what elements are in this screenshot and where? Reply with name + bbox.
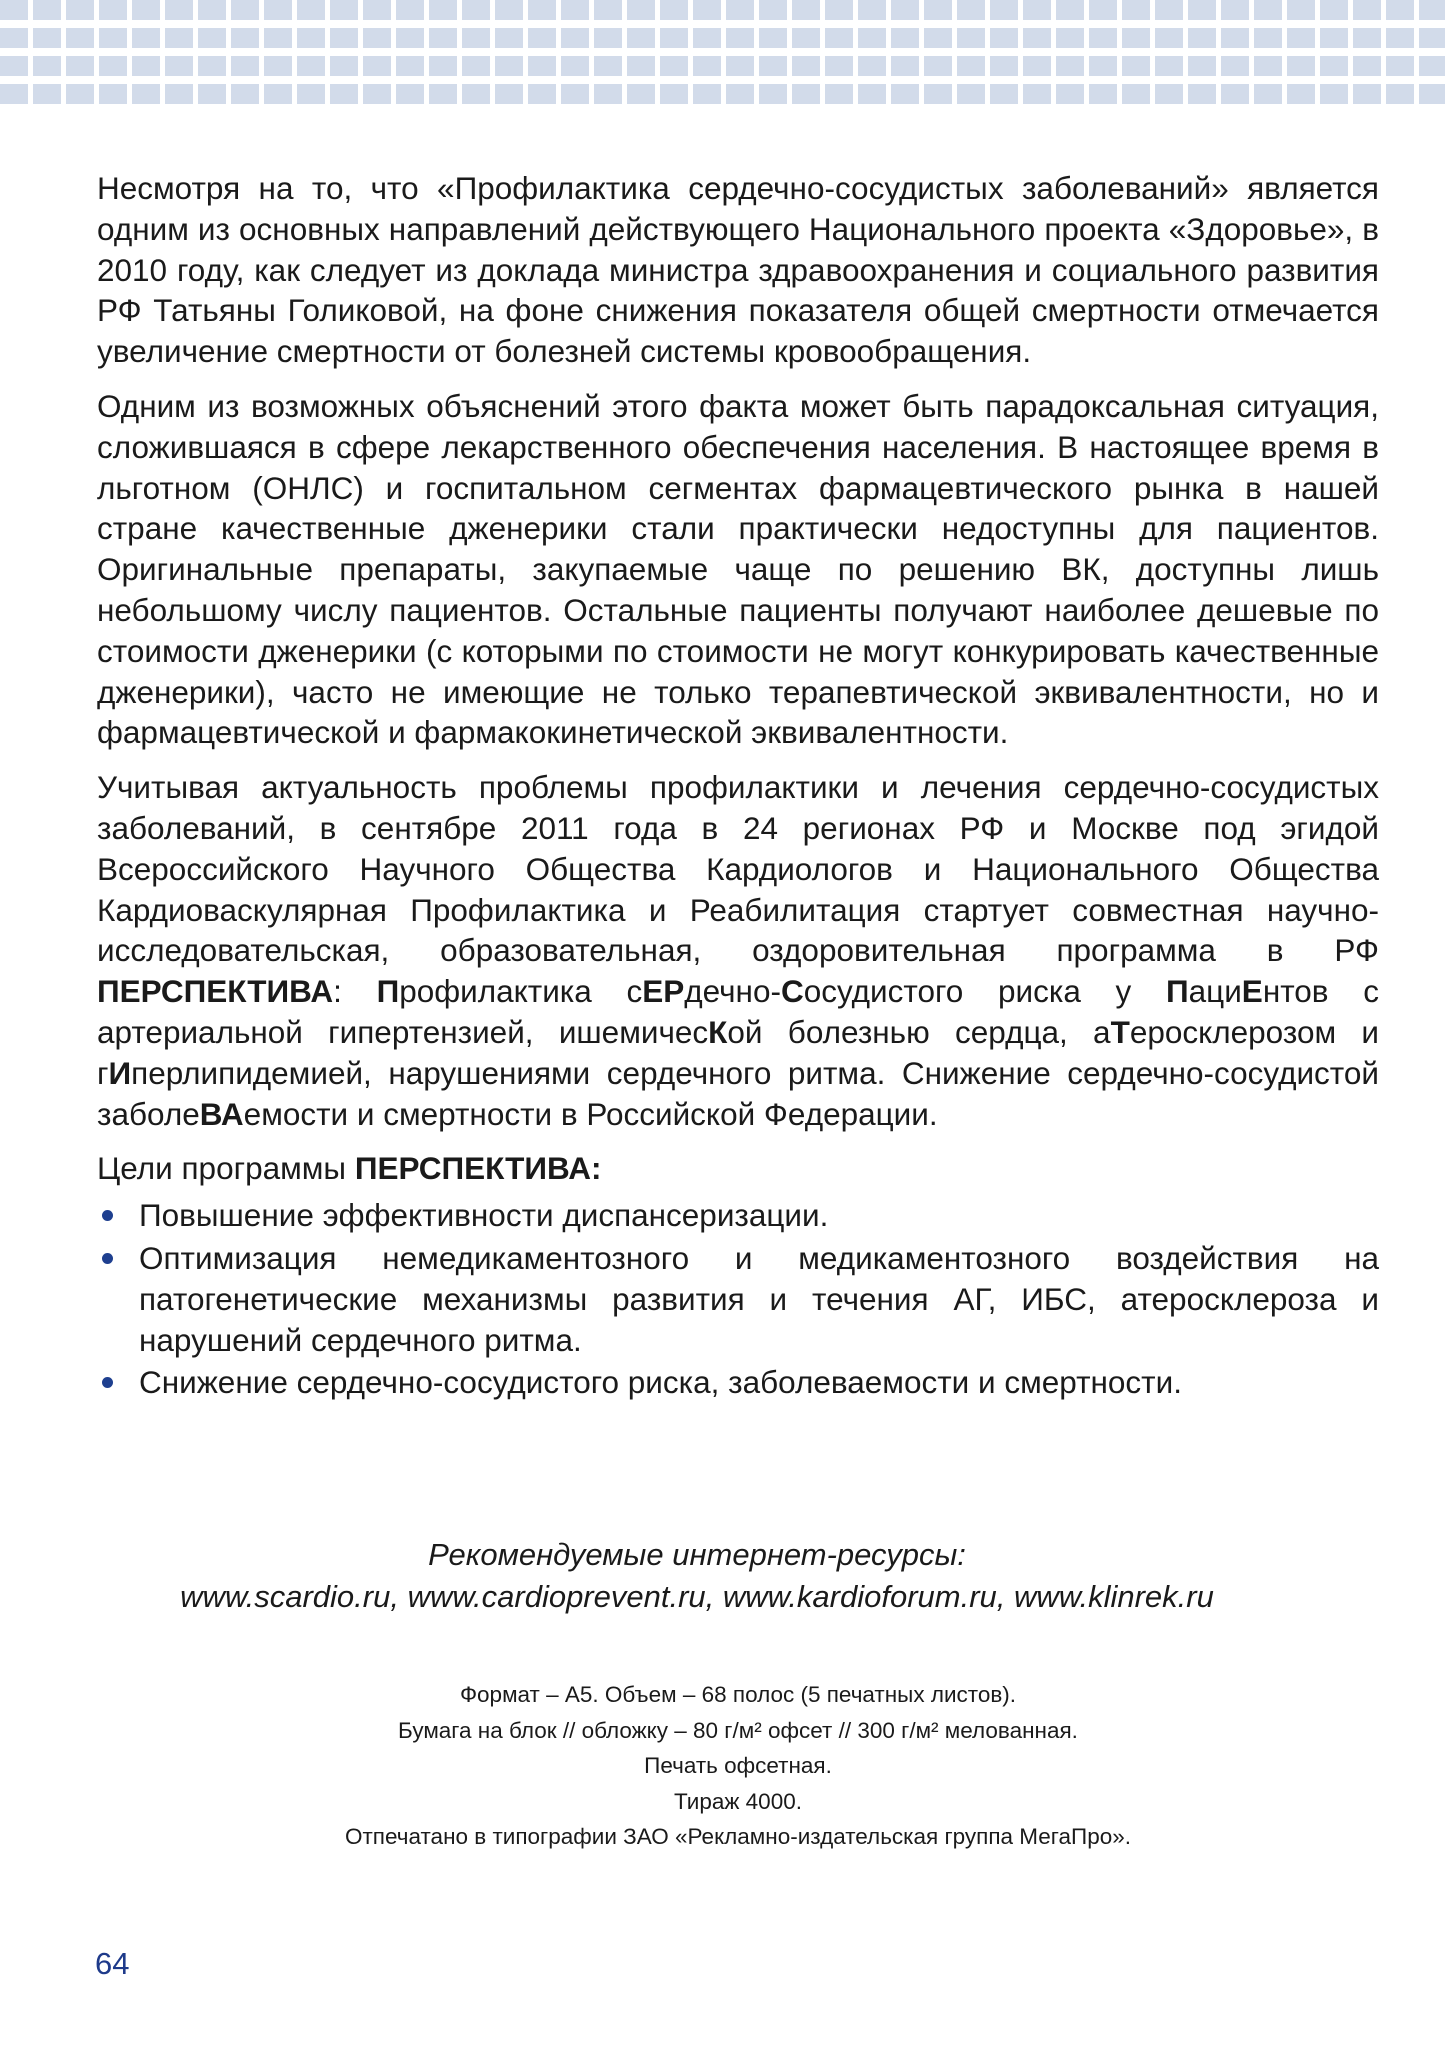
acronym-letter: С bbox=[780, 973, 804, 1010]
goal-item: Снижение сердечно-сосудистого риска, заболеваемости и смертности. bbox=[97, 1362, 1379, 1403]
imprint-line: Бумага на блок // обложку – 80 г/м² офсет // 300 г/м² мелованная. bbox=[398, 1717, 1078, 1743]
paragraph-program bbox=[97, 767, 1379, 1134]
paragraph-intro: Несмотря на то, что «Профилактика сердечно-сосудистых заболеваний» является одним из основных направлений действующего Национального проекта «Здоровье», в 2010 году, как следует из доклада министра здравоохранения и социального развития РФ Татьяны Голиковой, на фоне снижения показателя общей смертности отмечается увеличение смертности от болезней системы кровообращения. bbox=[97, 170, 1379, 370]
imprint-line: Тираж 4000. bbox=[674, 1788, 802, 1814]
acronym-text: нтов с артериальной гипертензией, ишемичес bbox=[97, 973, 1379, 1050]
acronym-text: перлипидемией, нарушениями сердечного ритма. Снижение сердечно-сосудистой заболе bbox=[97, 1054, 1379, 1132]
acronym-text: еросклерозом и г bbox=[97, 1013, 1379, 1091]
acronym-letter: П bbox=[1166, 973, 1189, 1010]
acronym-text: осудистого риска у bbox=[803, 973, 1166, 1010]
program-intro-text: Учитывая актуальность проблемы профилактики и лечения сердечно-сосудистых заболеваний, в сентябре 2011 года в 24 регионах РФ и Москве под эгидой Всероссийского Научного Общества Кардиологов и Национального Общества Кардиоваскулярная Профилактика и Реабилитация стартует совместная научно-исследовательская, образовательная, оздоровительная программа в РФ bbox=[97, 769, 1379, 969]
acronym-letter: ВА bbox=[199, 1095, 244, 1132]
imprint-line: Формат – А5. Объем – 68 полос (5 печатных листов). bbox=[459, 1682, 1017, 1707]
goal-item: Оптимизация немедикаментозного и медикаментозного воздействия на патогенетические механизмы развития и течения АГ, ИБС, атеросклероза и нарушений сердечного ритма. bbox=[97, 1238, 1379, 1360]
imprint-line: Отпечатано в типографии ЗАО «Рекламно-издательская группа МегаПро». bbox=[345, 1824, 1131, 1849]
page-number: 64 bbox=[95, 1946, 130, 1981]
program-name: ПЕРСПЕКТИВА bbox=[97, 973, 334, 1010]
acronym-letter: П bbox=[376, 973, 400, 1010]
goals-heading bbox=[97, 1148, 1379, 1189]
resources-links: www.scardio.ru, www.cardioprevent.ru, www.kardioforum.ru, www.klinrek.ru bbox=[180, 1579, 1214, 1614]
acronym-text: дечно- bbox=[684, 973, 781, 1010]
acronym-letter: Е bbox=[1241, 973, 1263, 1010]
imprint-block bbox=[97, 1677, 1379, 1855]
acronym-text: аци bbox=[1188, 973, 1242, 1010]
imprint-line: Печать офсетная. bbox=[644, 1753, 832, 1778]
acronym-letter: ЕР bbox=[642, 973, 685, 1010]
goals-heading-program: ПЕРСПЕКТИВА: bbox=[354, 1150, 602, 1187]
acronym-text: рофилактика с bbox=[399, 973, 643, 1010]
program-colon: : bbox=[333, 973, 377, 1010]
acronym-text: емости и смертности в Российской Федерации. bbox=[243, 1095, 938, 1132]
goals-list bbox=[97, 1195, 1379, 1403]
resources-heading: Рекомендуемые интернет-ресурсы: bbox=[428, 1537, 966, 1572]
goals-heading-text: Цели программы bbox=[97, 1150, 355, 1187]
acronym-letter: К bbox=[708, 1013, 728, 1050]
recommended-resources bbox=[97, 1534, 1297, 1618]
acronym-letter: Т bbox=[1110, 1013, 1130, 1050]
acronym-letter: И bbox=[108, 1054, 132, 1091]
header-decorative-band bbox=[0, 0, 1445, 112]
acronym-text: ой болезнью сердца, а bbox=[727, 1013, 1111, 1050]
paragraph-generics: Одним из возможных объяснений этого факта может быть парадоксальная ситуация, сложившаяся в сфере лекарственного обеспечения населения. В настоящее время в льготном (ОНЛС) и госпитальном сегментах фармацевтического рынка в нашей стране качественные дженерики стали практически недоступны для пациентов. Оригинальные препараты, закупаемые чаще по решению ВК, доступны лишь небольшому числу пациентов. Остальные пациенты получают наиболее дешевые по стоимости дженерики (с которыми по стоимости не могут конкурировать качественные дженерики), часто не имеющие не только терапевтической эквивалентности, но и фармацевтической и фармакокинетической эквивалентности. bbox=[97, 387, 1379, 751]
main-content bbox=[97, 168, 1379, 1405]
goal-item: Повышение эффективности диспансеризации. bbox=[97, 1195, 1379, 1236]
